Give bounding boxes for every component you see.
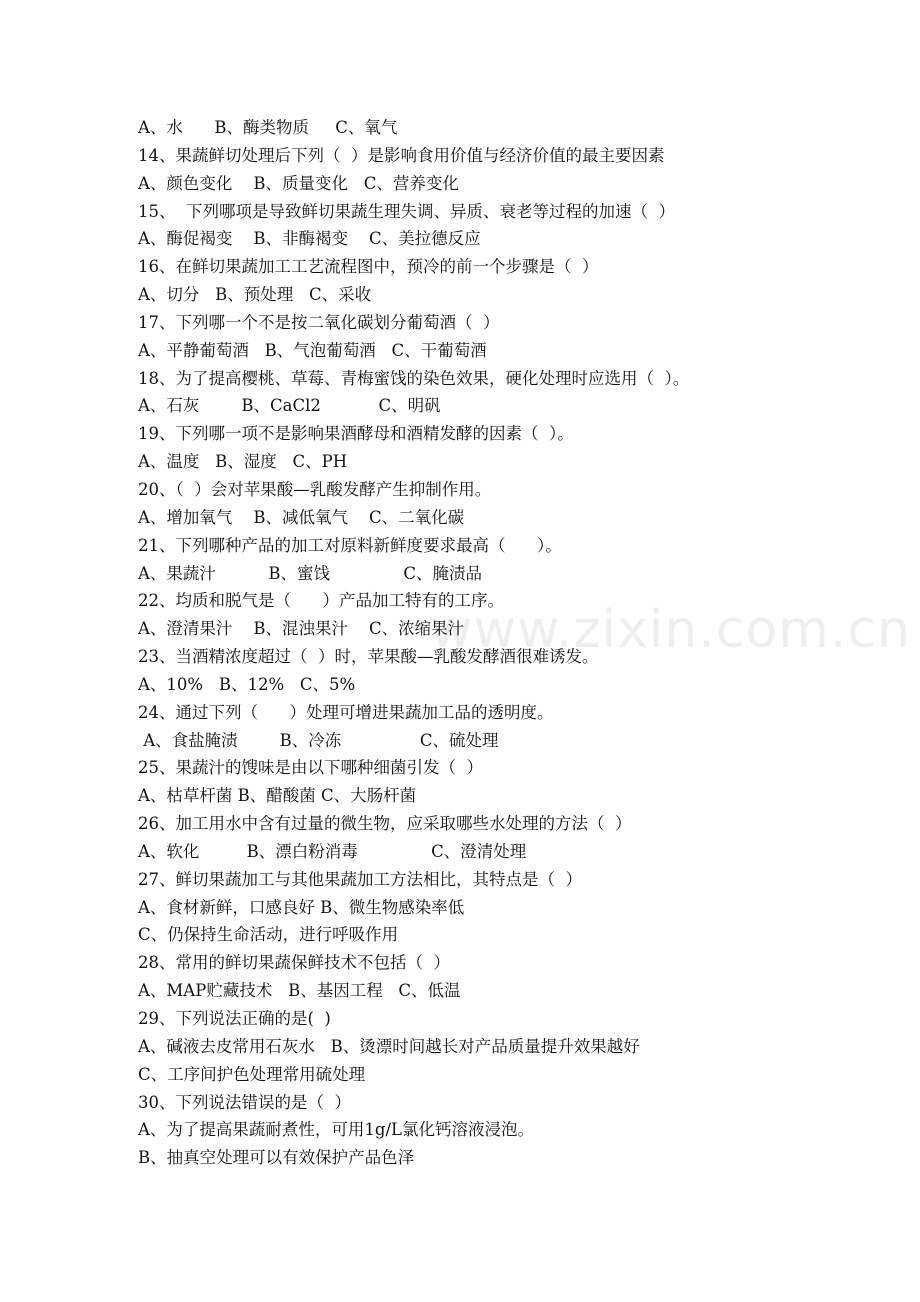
question-26: 26、加工用水中含有过量的微生物，应采取哪些水处理的方法（ ） (138, 814, 632, 834)
options-22: A、澄清果汁 B、混浊果汁 C、浓缩果汁 (138, 619, 465, 639)
question-27: 27、鲜切果蔬加工与其他果蔬加工方法相比，其特点是（ ） (138, 869, 582, 889)
options-28: A、MAP贮藏技术 B、基因工程 C、低温 (138, 981, 461, 1001)
question-20: 20、（ ）会对苹果酸—乳酸发酵产生抑制作用。 (138, 479, 492, 499)
question-30: 30、下列说法错误的是（ ） (138, 1092, 351, 1112)
question-25: 25、果蔬汁的馊味是由以下哪种细菌引发（ ） (138, 758, 483, 778)
options-27-continued: C、仍保持生命活动，进行呼吸作用 (138, 925, 399, 945)
options-20: A、增加氧气 B、减低氧气 C、二氧化碳 (138, 507, 465, 527)
text-line: A、水 B、酶类物质 C、氧气 (138, 118, 398, 137)
options-17: A、平静葡萄酒 B、气泡葡萄酒 C、干葡萄酒 (138, 340, 487, 360)
options-16: A、切分 B、预处理 C、采收 (138, 285, 372, 305)
options-27: A、食材新鲜，口感良好 B、微生物感染率低 (138, 897, 465, 917)
question-22: 22、均质和脱气是（ ）产品加工特有的工序。 (138, 591, 504, 611)
question-29: 29、下列说法正确的是( ) (138, 1009, 331, 1028)
question-16: 16、在鲜切果蔬加工工艺流程图中，预冷的前一个步骤是（ ） (138, 257, 599, 277)
options-30-continued: B、抽真空处理可以有效保护产品色泽 (138, 1148, 415, 1168)
options-30: A、为了提高果蔬耐煮性，可用1g/L氯化钙溶液浸泡。 (138, 1120, 534, 1140)
options-24: A、食盐腌渍 B、冷冻 C、硫处理 (138, 730, 499, 750)
document-body (138, 114, 838, 1172)
watermark: www.zixin.com.cn (430, 600, 911, 660)
question-28: 28、常用的鲜切果蔬保鲜技术不包括（ ） (138, 953, 450, 973)
question-23: 23、当酒精浓度超过（ ）时，苹果酸—乳酸发酵酒很难诱发。 (138, 647, 599, 667)
question-18: 18、为了提高樱桃、草莓、青梅蜜饯的染色效果，硬化处理时应选用（ ）。 (138, 368, 690, 388)
options-23: A、10% B、12% C、5% (138, 674, 356, 694)
options-29: A、碱液去皮常用石灰水 B、烫漂时间越长对产品质量提升效果越好 (138, 1036, 640, 1056)
options-15: A、酶促褐变 B、非酶褐变 C、美拉德反应 (138, 229, 481, 249)
options-25: A、枯草杆菌 B、醋酸菌 C、大肠杆菌 (138, 786, 417, 806)
options-14: A、颜色变化 B、质量变化 C、营养变化 (138, 173, 459, 193)
options-21: A、果蔬汁 B、蜜饯 C、腌渍品 (138, 563, 483, 583)
options-18: A、石灰 B、CaCl2 C、明矾 (138, 396, 441, 416)
options-19: A、温度 B、湿度 C、PH (138, 452, 348, 472)
question-19: 19、下列哪一项不是影响果酒酵母和酒精发酵的因素（ ）。 (138, 424, 574, 444)
question-15: 15、 下列哪项是导致鲜切果蔬生理失调、异质、衰老等过程的加速（ ） (138, 201, 675, 221)
question-17: 17、下列哪一个不是按二氧化碳划分葡萄酒（ ） (138, 312, 500, 332)
options-29-continued: C、工序间护色处理常用硫处理 (138, 1064, 366, 1084)
question-21: 21、下列哪种产品的加工对原料新鲜度要求最高（ ）。 (138, 535, 562, 555)
question-24: 24、通过下列（ ）处理可增进果蔬加工品的透明度。 (138, 702, 554, 722)
question-14: 14、果蔬鲜切处理后下列（ ）是影响食用价值与经济价值的最主要因素 (138, 145, 665, 165)
options-26: A、软化 B、漂白粉消毒 C、澄清处理 (138, 841, 527, 861)
